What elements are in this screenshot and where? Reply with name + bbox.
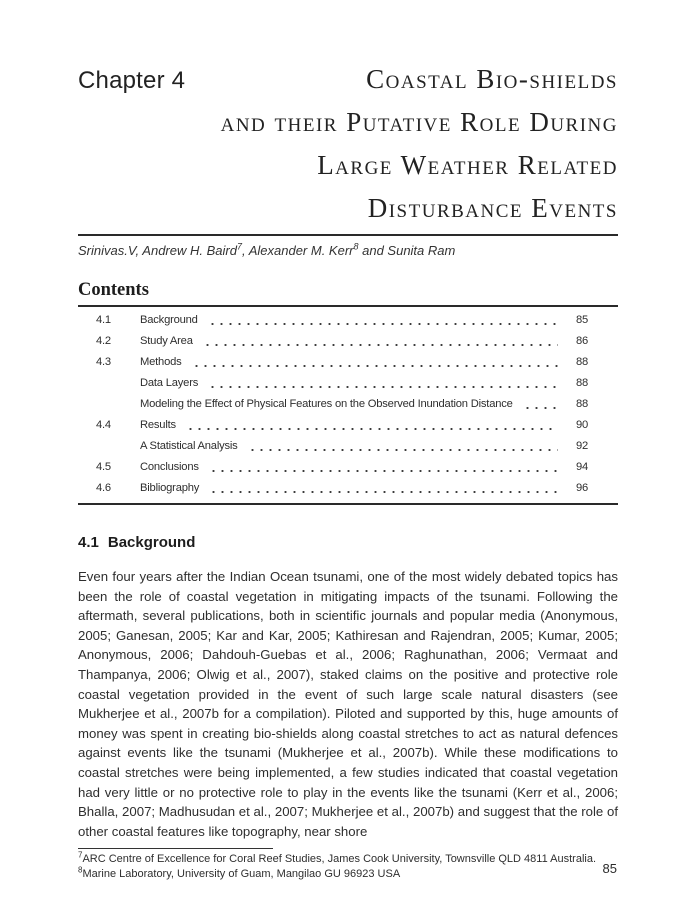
toc-entry-page: 85 (575, 314, 588, 326)
page-number: 85 (602, 861, 617, 876)
toc-entry-page: 88 (575, 356, 588, 368)
toc-entry-number: 4.5 (96, 461, 111, 473)
chapter-number-label: Chapter 4 (78, 67, 186, 94)
contents-bottom-rule (78, 503, 618, 505)
toc-entry-number: 4.3 (96, 356, 111, 368)
author-text: Srinivas.V, Andrew H. Baird (78, 243, 237, 258)
toc-entry-number: 4.4 (96, 419, 111, 431)
footnote-marker: 7 (78, 850, 83, 860)
toc-entry[interactable] (78, 415, 618, 436)
toc-entry-page: 88 (575, 377, 588, 389)
footnote-text: Marine Laboratory, University of Guam, Mangilao GU 96923 USA (82, 868, 401, 881)
title-divider-rule (78, 234, 618, 236)
dot-leader (192, 364, 558, 368)
toc-entry[interactable] (78, 394, 618, 415)
dot-leader (208, 322, 558, 326)
body-paragraph: Even four years after the Indian Ocean tsunami, one of the most widely debated topics has been the role of coastal vegetation in mitigating impacts of the tsunami. Following the aftermath, several publications, both in scientific journals and popular media (Anonymous, 2005; Ganesan, 2005; Kar and Kar, 2005; Kathiresan and Rajendran, 2005; Kumar, 2005; Anonymous, 2006; Dahdouh-Guebas et al., 2006; Raghunathan, 2006; Vermaat and Thampanya, 2006; Olwig et al., 2007), staked claims on the positive and protective role coastal vegetation provided in the event of such large scale natural disasters (see Mukherjee et al., 2007b for a compilation). Piloted and supported by this, huge amounts of money was spent in creating bio-shields along coastal stretches to act as natural defences against events like the tsunami (Mukherjee et al., 2007b). While these modifications to coastal stretches were being implemented, a few studies indicated that coastal vegetation had very little or no protective role to play in the events like the tsunami (Kerr et al., 2006; Bhalla, 2007; Madhusudan et al., 2007; Mukherjee et al., 2007b) and suggest that the role of other coastal features like topography, near shore (78, 569, 618, 839)
toc-entry-label: Study Area (140, 335, 193, 347)
toc-entry[interactable] (78, 310, 618, 331)
chapter-title-block (78, 58, 618, 230)
toc-entry[interactable] (78, 373, 618, 394)
toc-entry-page: 90 (575, 419, 588, 431)
author-line (78, 242, 618, 259)
toc-entry-label: Bibliography (140, 482, 200, 494)
dot-leader (203, 343, 558, 347)
toc-entry-page: 88 (575, 398, 588, 410)
author-text: , Alexander M. Kerr (241, 243, 354, 258)
toc-entry-label: Modeling the Effect of Physical Features on the Observed Inundation Distance (140, 398, 513, 410)
toc-entry[interactable] (78, 352, 618, 373)
author-text: and Sunita Ram (358, 243, 456, 258)
chapter-title-line: and their Putative Role During (220, 107, 618, 137)
footnote-ref-8: 8 (353, 241, 359, 252)
toc-entry-label: Results (140, 419, 176, 431)
toc-entry[interactable] (78, 478, 618, 499)
toc-entry[interactable] (78, 331, 618, 352)
page-content (78, 0, 618, 882)
chapter-title-line: Large Weather Related (317, 150, 618, 180)
toc-entry-label: Methods (140, 356, 182, 368)
toc-entry-label: Conclusions (140, 461, 199, 473)
toc-entry-number: 4.6 (96, 482, 111, 494)
dot-leader (208, 385, 558, 389)
toc-entry-page: 96 (575, 482, 588, 494)
footnote (78, 867, 618, 882)
footnote-rule (78, 848, 273, 849)
chapter-title-line: Disturbance Events (367, 193, 618, 223)
toc-entry-number: 4.2 (96, 335, 111, 347)
footnote-ref-7: 7 (236, 241, 242, 252)
footnotes-block (78, 852, 618, 882)
dot-leader (248, 448, 558, 452)
toc-entry-label: Data Layers (140, 377, 199, 389)
toc-entry-page: 86 (575, 335, 588, 347)
toc-entry-number: 4.1 (96, 314, 111, 326)
toc-entry-page: 92 (575, 440, 588, 452)
section-title: Background (107, 534, 196, 551)
section-number: 4.1 (78, 534, 99, 551)
toc-entry[interactable] (78, 457, 618, 478)
footnote-text: ARC Centre of Excellence for Coral Reef Studies, James Cook University, Townsville QLD 4811 Australia. (82, 853, 597, 866)
dot-leader (186, 427, 558, 431)
dot-leader (209, 469, 558, 473)
footnote-marker: 8 (78, 865, 83, 875)
toc-entry-label: A Statistical Analysis (140, 440, 238, 452)
contents-heading: Contents (78, 280, 149, 300)
toc-entry[interactable] (78, 436, 618, 457)
dot-leader (209, 490, 558, 494)
footnote (78, 852, 618, 867)
toc-entry-label: Background (140, 314, 198, 326)
table-of-contents (78, 307, 618, 503)
toc-entry-page: 94 (575, 461, 588, 473)
dot-leader (523, 406, 558, 410)
chapter-title-line: Coastal Bio-shields (366, 64, 618, 94)
section-heading (78, 534, 618, 552)
